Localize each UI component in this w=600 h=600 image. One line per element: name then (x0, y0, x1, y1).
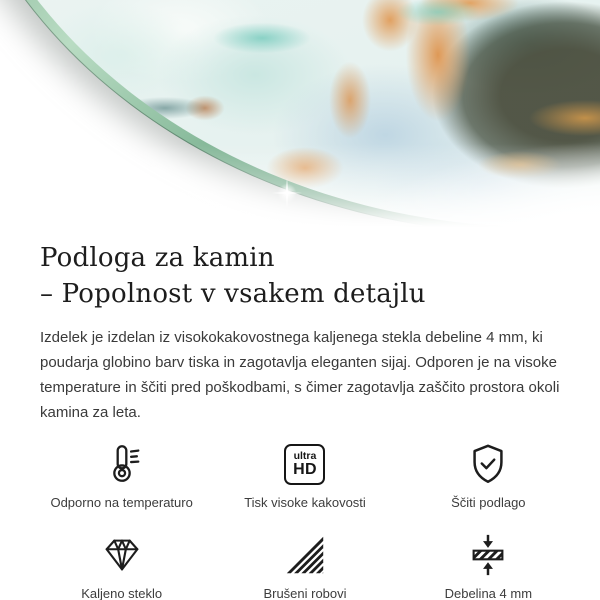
diamond-icon (99, 532, 145, 578)
product-description: Izdelek je izdelan iz visokokakovostnega kaljenega stekla debeline 4 mm, ki poudarja globino barv tiska in zagotavlja eleganten sijaj. Odporen je na visoke temperature in ščiti pred poškodbami, s čimer zagotavlja zaščito prostora okoli kamina za leta. (40, 329, 560, 421)
product-hero-image (0, 0, 600, 232)
polished-edges-icon (282, 532, 328, 578)
thickness-icon (465, 532, 511, 578)
ultra-hd-badge-bottom: HD (293, 461, 317, 478)
thermometer-icon (98, 441, 146, 487)
feature-protection (397, 441, 580, 510)
feature-label: Debelina 4 mm (444, 586, 533, 600)
feature-label: Ščiti podlago (451, 495, 526, 510)
shield-check-icon (465, 441, 511, 487)
ultra-hd-icon (284, 441, 325, 487)
feature-thickness (397, 532, 580, 600)
hero-white-fade-overlay (0, 0, 600, 232)
feature-label: Odporno na temperaturo (50, 495, 193, 510)
page-title (40, 240, 560, 312)
page-title-line2: – Popolnost v vsakem detajlu (40, 279, 426, 309)
ultra-hd-badge-top: ultra (293, 450, 317, 462)
feature-label: Kaljeno steklo (81, 586, 163, 600)
feature-polished-edges (213, 532, 396, 600)
feature-tempered-glass (30, 532, 213, 600)
ultra-hd-badge (284, 444, 325, 485)
feature-print-quality (213, 441, 396, 510)
feature-label: Tisk visoke kakovosti (244, 495, 366, 510)
page-title-line1: Podloga za kamin (40, 243, 275, 273)
feature-grid (30, 441, 580, 600)
feature-label: Brušeni robovi (263, 586, 347, 600)
feature-temperature (30, 441, 213, 510)
